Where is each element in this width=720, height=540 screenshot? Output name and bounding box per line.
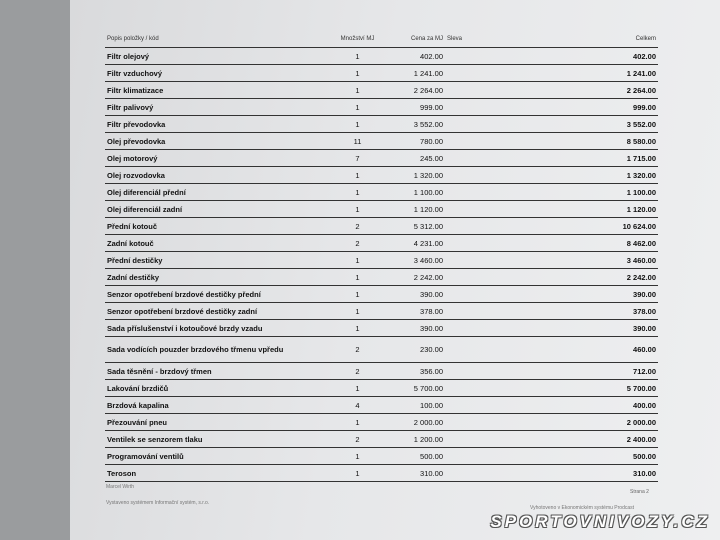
item-unit-price: 5 312.00	[385, 218, 445, 235]
item-description: Zadní destičky	[105, 269, 330, 286]
item-quantity: 4	[330, 397, 385, 414]
item-total: 3 460.00	[565, 252, 658, 269]
item-unit-price: 245.00	[385, 150, 445, 167]
item-total: 402.00	[565, 48, 658, 65]
item-unit-price: 390.00	[385, 286, 445, 303]
item-description: Filtr vzduchový	[105, 65, 330, 82]
item-discount	[445, 150, 565, 167]
item-discount	[445, 320, 565, 337]
table-row	[105, 363, 658, 380]
table-row	[105, 380, 658, 397]
item-quantity: 2	[330, 337, 385, 363]
item-quantity: 2	[330, 363, 385, 380]
item-quantity: 1	[330, 65, 385, 82]
item-discount	[445, 465, 565, 482]
item-discount	[445, 414, 565, 431]
item-discount	[445, 133, 565, 150]
item-discount	[445, 218, 565, 235]
item-total: 2 242.00	[565, 269, 658, 286]
table-header-row	[105, 30, 658, 48]
item-description: Filtr převodovka	[105, 116, 330, 133]
item-unit-price: 5 700.00	[385, 380, 445, 397]
item-total: 390.00	[565, 286, 658, 303]
item-total: 1 100.00	[565, 184, 658, 201]
item-description: Filtr klimatizace	[105, 82, 330, 99]
footer-left-note: Vystaveno systémem Informační systém, s.r.o.	[106, 500, 210, 506]
item-unit-price: 1 200.00	[385, 431, 445, 448]
item-description: Ventilek se senzorem tlaku	[105, 431, 330, 448]
item-total: 378.00	[565, 303, 658, 320]
item-total: 712.00	[565, 363, 658, 380]
item-unit-price: 2 242.00	[385, 269, 445, 286]
table-row	[105, 48, 658, 65]
table-row	[105, 218, 658, 235]
table-row	[105, 448, 658, 465]
item-quantity: 1	[330, 380, 385, 397]
item-quantity: 2	[330, 235, 385, 252]
table-row	[105, 99, 658, 116]
item-total: 400.00	[565, 397, 658, 414]
item-description: Sada vodících pouzder brzdového třmenu vpředu	[105, 337, 330, 363]
item-description: Senzor opotřebení brzdové destičky zadní	[105, 303, 330, 320]
item-unit-price: 999.00	[385, 99, 445, 116]
table-row	[105, 269, 658, 286]
item-description: Programování ventilů	[105, 448, 330, 465]
item-total: 10 624.00	[565, 218, 658, 235]
item-total: 3 552.00	[565, 116, 658, 133]
item-quantity: 1	[330, 201, 385, 218]
item-unit-price: 402.00	[385, 48, 445, 65]
item-discount	[445, 448, 565, 465]
item-discount	[445, 397, 565, 414]
item-discount	[445, 201, 565, 218]
item-quantity: 1	[330, 82, 385, 99]
item-quantity: 1	[330, 303, 385, 320]
item-total: 460.00	[565, 337, 658, 363]
table-row	[105, 235, 658, 252]
item-discount	[445, 116, 565, 133]
item-discount	[445, 167, 565, 184]
item-unit-price: 500.00	[385, 448, 445, 465]
item-total: 1 715.00	[565, 150, 658, 167]
table-row	[105, 337, 658, 363]
item-discount	[445, 286, 565, 303]
table-row	[105, 133, 658, 150]
item-unit-price: 2 264.00	[385, 82, 445, 99]
item-quantity: 1	[330, 269, 385, 286]
item-quantity: 1	[330, 184, 385, 201]
item-discount	[445, 82, 565, 99]
item-unit-price: 1 120.00	[385, 201, 445, 218]
header-unit-price: Cena za MJ	[385, 30, 445, 48]
item-unit-price: 100.00	[385, 397, 445, 414]
table-row	[105, 82, 658, 99]
item-quantity: 2	[330, 218, 385, 235]
item-discount	[445, 380, 565, 397]
item-quantity: 1	[330, 48, 385, 65]
item-total: 8 580.00	[565, 133, 658, 150]
item-discount	[445, 303, 565, 320]
item-discount	[445, 235, 565, 252]
item-description: Teroson	[105, 465, 330, 482]
table-body	[105, 48, 658, 482]
table-row	[105, 201, 658, 218]
item-quantity: 1	[330, 167, 385, 184]
item-unit-price: 356.00	[385, 363, 445, 380]
table-row	[105, 116, 658, 133]
item-quantity: 2	[330, 431, 385, 448]
item-quantity: 11	[330, 133, 385, 150]
item-unit-price: 2 000.00	[385, 414, 445, 431]
header-total: Celkem	[565, 30, 658, 48]
table-row	[105, 414, 658, 431]
item-description: Přední destičky	[105, 252, 330, 269]
item-unit-price: 390.00	[385, 320, 445, 337]
item-total: 500.00	[565, 448, 658, 465]
item-description: Sada příslušenství i kotoučové brzdy vzadu	[105, 320, 330, 337]
item-total: 390.00	[565, 320, 658, 337]
item-unit-price: 780.00	[385, 133, 445, 150]
item-total: 8 462.00	[565, 235, 658, 252]
table-row	[105, 184, 658, 201]
item-total: 1 320.00	[565, 167, 658, 184]
item-description: Olej motorový	[105, 150, 330, 167]
item-total: 2 400.00	[565, 431, 658, 448]
item-description: Zadní kotouč	[105, 235, 330, 252]
watermark-logo: SPORTOVNIVOZY.CZ	[490, 512, 710, 531]
item-unit-price: 310.00	[385, 465, 445, 482]
item-total: 1 241.00	[565, 65, 658, 82]
item-quantity: 1	[330, 414, 385, 431]
item-discount	[445, 431, 565, 448]
item-total: 5 700.00	[565, 380, 658, 397]
table-row	[105, 465, 658, 482]
table-row	[105, 303, 658, 320]
item-quantity: 1	[330, 320, 385, 337]
table-row	[105, 167, 658, 184]
item-quantity: 1	[330, 99, 385, 116]
table-row	[105, 397, 658, 414]
item-total: 2 264.00	[565, 82, 658, 99]
item-unit-price: 1 100.00	[385, 184, 445, 201]
item-description: Přední kotouč	[105, 218, 330, 235]
item-unit-price: 1 320.00	[385, 167, 445, 184]
header-discount: Sleva	[445, 30, 565, 48]
item-discount	[445, 65, 565, 82]
header-quantity: Množství MJ	[330, 30, 385, 48]
table-row	[105, 150, 658, 167]
table-row	[105, 65, 658, 82]
item-description: Přezouvání pneu	[105, 414, 330, 431]
item-unit-price: 378.00	[385, 303, 445, 320]
item-description: Olej diferenciál zadní	[105, 201, 330, 218]
item-discount	[445, 363, 565, 380]
invoice-items-table	[105, 30, 658, 482]
item-unit-price: 3 552.00	[385, 116, 445, 133]
item-quantity: 1	[330, 116, 385, 133]
table-row	[105, 252, 658, 269]
item-total: 2 000.00	[565, 414, 658, 431]
page-number: Strana 2	[630, 489, 649, 495]
item-total: 1 120.00	[565, 201, 658, 218]
item-discount	[445, 337, 565, 363]
item-total: 999.00	[565, 99, 658, 116]
item-discount	[445, 184, 565, 201]
item-quantity: 1	[330, 252, 385, 269]
item-unit-price: 3 460.00	[385, 252, 445, 269]
item-unit-price: 4 231.00	[385, 235, 445, 252]
item-discount	[445, 269, 565, 286]
item-description: Senzor opotřebení brzdové destičky přední	[105, 286, 330, 303]
item-discount	[445, 252, 565, 269]
item-unit-price: 230.00	[385, 337, 445, 363]
item-description: Filtr olejový	[105, 48, 330, 65]
table-row	[105, 320, 658, 337]
item-quantity: 1	[330, 448, 385, 465]
item-description: Brzdová kapalina	[105, 397, 330, 414]
table-row	[105, 286, 658, 303]
table-row	[105, 431, 658, 448]
item-description: Filtr palivový	[105, 99, 330, 116]
item-description: Sada těsnění - brzdový třmen	[105, 363, 330, 380]
item-discount	[445, 99, 565, 116]
item-description: Lakování brzdičů	[105, 380, 330, 397]
item-quantity: 7	[330, 150, 385, 167]
item-unit-price: 1 241.00	[385, 65, 445, 82]
author-name: Marcel Wirth	[106, 484, 135, 490]
item-total: 310.00	[565, 465, 658, 482]
item-quantity: 1	[330, 465, 385, 482]
item-description: Olej převodovka	[105, 133, 330, 150]
item-discount	[445, 48, 565, 65]
footer-right-note: Vyhotoveno v Ekonomickém systému Prodcast	[530, 505, 635, 511]
item-description: Olej rozvodovka	[105, 167, 330, 184]
item-quantity: 1	[330, 286, 385, 303]
item-description: Olej diferenciál přední	[105, 184, 330, 201]
header-description: Popis položky / kód	[105, 30, 330, 48]
